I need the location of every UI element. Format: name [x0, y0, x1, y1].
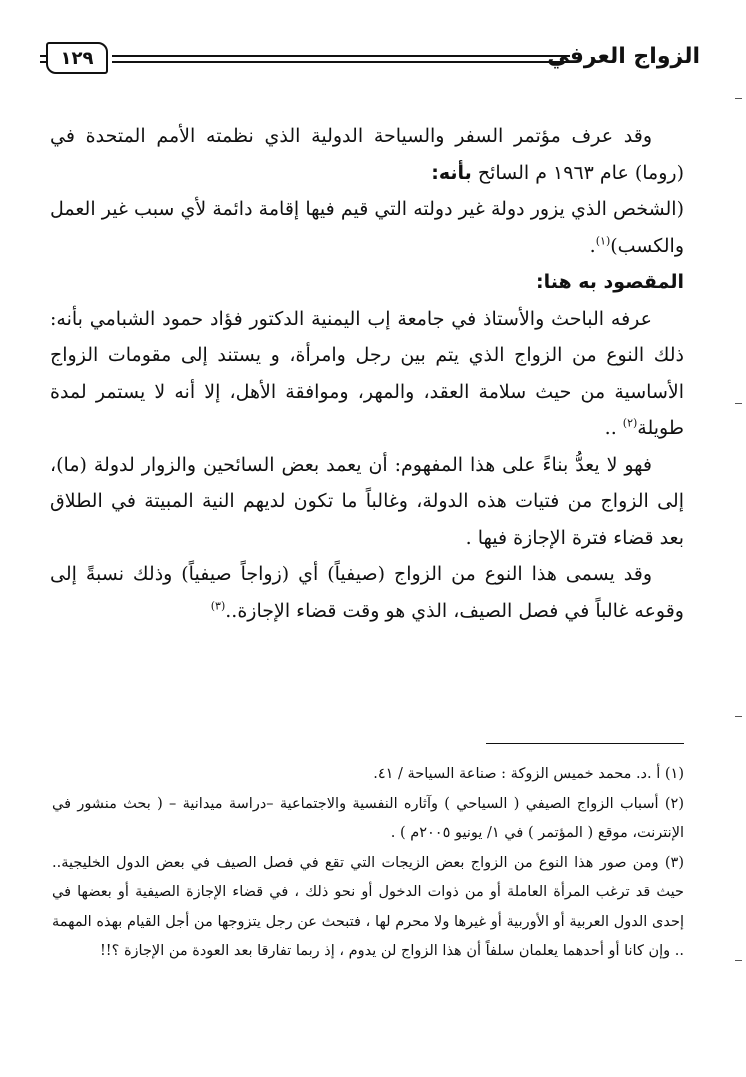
- header-rule-bottom: [112, 61, 570, 63]
- paragraph-text: وقد عرف مؤتمر السفر والسياحة الدولية الذي نظمته الأمم المتحدة في (روما) عام ١٩٦٣ م السائح: [50, 125, 684, 184]
- paragraph-text: عرفه الباحث والأستاذ في جامعة إب اليمنية الدكتور فؤاد حمود الشبامي بأنه: ذلك النوع من الزواج الذي يتم بين رجل وامرأة، و يستند إلى مقومات الزواج الأساسية من حيث سلامة العقد، والمهر، وموافقة الأهل، إلا أنه لا يستمر لمدة طويلة: [50, 307, 684, 439]
- footnote-1: (١) أ .د. محمد خميس الزوكة : صناعة السياحة / ٤١.: [373, 766, 684, 782]
- section-heading: المقصود به هنا:: [536, 271, 684, 293]
- footnote-ref-2: (٢): [622, 416, 638, 430]
- page-number: ١٢٩: [46, 42, 108, 74]
- header-rule-top: [112, 55, 570, 57]
- page-header: [40, 42, 700, 76]
- paragraph-summer-marriage: [50, 556, 684, 629]
- paragraph-quote: (الشخص الذي يزور دولة غير دولته التي قيم فيها إقامة دائمة لأي سبب غير العمل والكسب)$^{(١)}$.: [50, 198, 684, 257]
- scan-edge-mark: [735, 98, 742, 99]
- scan-edge-mark: [735, 960, 742, 961]
- paragraph-definition-researcher: عرفه الباحث والأستاذ في جامعة إب اليمنية الدكتور فؤاد حمود الشبامي بأنه: ذلك النوع من الزواج الذي يتم بين رجل وامرأة، و يستند إلى مقومات الزواج الأساسية من حيث سلامة العقد، والمهر، وموافقة الأهل، إلا أنه لا يستمر لمدة طويلة$^{(٢)}$ ..: [50, 307, 684, 439]
- footnote-ref-1: (١): [595, 234, 611, 248]
- main-text: [50, 118, 684, 629]
- running-title: الزواج العرفي: [547, 44, 700, 69]
- footnote-ref-3: (٣): [210, 599, 226, 613]
- footnote-2: (٢) أسباب الزواج الصيفي ( السياحي ) وآثاره النفسية والاجتماعية –دراسة ميدانية – ( بحث منشور في الإنترنت، موقع ( المؤتمر ) في ١/ يونيو ٢٠٠٥م ) .: [52, 795, 684, 841]
- paragraph-definition-conference: [50, 118, 684, 191]
- bold-phrase: بأنه:: [431, 161, 472, 184]
- paragraph-text: وقد يسمى هذا النوع من الزواج (صيفياً) أي (زواجاً صيفياً) وذلك نسبةً إلى وقوعه غالباً في فصل الصيف، الذي هو وقت قضاء الإجازة..: [50, 563, 684, 622]
- paragraph-text: (الشخص الذي يزور دولة غير دولته التي قيم فيها إقامة دائمة لأي سبب غير العمل والكسب): [50, 198, 684, 257]
- scan-edge-mark: [735, 403, 742, 404]
- footnotes: [52, 760, 684, 967]
- scan-edge-mark: [735, 716, 742, 717]
- paragraph-concept: فهو لا يعدُّ بناءً على هذا المفهوم: أن يعمد بعض السائحين والزوار لدولة (ما)، إلى الزواج من فتيات هذه الدولة، وغالباً ما تكون لديهم النية المبيتة في الطلاق بعد قضاء فترة الإجازة فيها .: [50, 453, 684, 549]
- footnote-3: (٣) ومن صور هذا النوع من الزواج بعض الزيجات التي تقع في فصل الصيف في بعض الدول الخليجية.. حيث قد ترغب المرأة العاملة أو من ذوات الدخول أو نحو ذلك ، في قضاء الإجازة الصيفية أو بعضها في إحدى الدول العربية أو الأوربية أو غيرها ولا محرم لها ، فتبحث عن رجل يتزوجها من أجل القيام بهذه المهمة .. وإن كانا أو أحدهما يعلمان سلفاً أن هذا الزواج لن يدوم ، إذ ربما تفارقا بعد العودة من الإجازة ؟!!: [52, 854, 684, 959]
- footnote-separator: [486, 743, 684, 744]
